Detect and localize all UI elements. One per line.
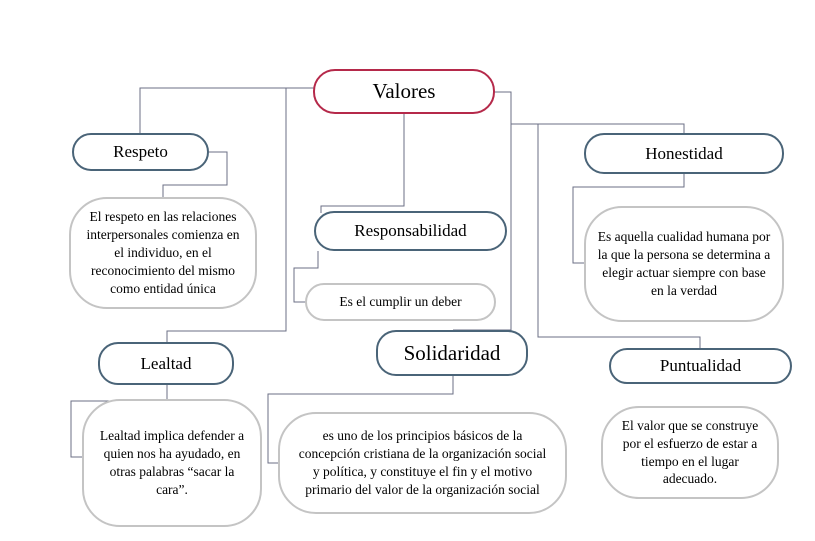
- node-solidaridad-title: Solidaridad: [403, 340, 501, 365]
- node-lealtad: [98, 342, 234, 385]
- node-respeto-description: [69, 197, 257, 309]
- node-solidaridad-description: [278, 412, 567, 514]
- node-respeto: [72, 133, 209, 171]
- node-puntualidad-title: Puntualidad: [659, 356, 742, 375]
- root-label: Valores: [372, 79, 436, 103]
- node-puntualidad: [609, 348, 792, 384]
- node-responsabilidad: [314, 211, 507, 251]
- responsabilidad-description-text: Es el cumplir un deber: [339, 294, 462, 310]
- node-lealtad-description: [82, 399, 262, 527]
- node-puntualidad-description: [601, 406, 779, 499]
- honestidad-description-text: Es aquella cualidad humana por la que la persona se determina a elegir actuar siempre con base en la verdad: [597, 229, 771, 298]
- root-node-valores: [313, 69, 495, 114]
- puntualidad-description-text: El valor que se construye por el esfuerzo de estar a tiempo en el lugar adecuado.: [621, 417, 759, 487]
- node-responsabilidad-title: Responsabilidad: [354, 221, 467, 240]
- node-solidaridad: [376, 330, 528, 376]
- node-honestidad-title: Honestidad: [645, 143, 723, 163]
- node-honestidad: [584, 133, 784, 174]
- lealtad-description-text: Lealtad implica defender a quien nos ha ayudado, en otras palabras “sacar la cara”.: [99, 428, 245, 497]
- solidaridad-description-text: es uno de los principios básicos de la concepción cristiana de la organización social y política, y constituye el fin y el motivo primario del valor de la organización social: [298, 428, 547, 497]
- node-lealtad-title: Lealtad: [140, 353, 192, 373]
- connector-root-honestidad: [511, 124, 684, 133]
- connector-root-responsabilidad: [321, 113, 404, 213]
- connector-root-respeto: [140, 88, 315, 134]
- node-responsabilidad-description: [305, 283, 496, 321]
- respeto-description-text: El respeto en las relaciones interpersonales comienza en el individuo, en el reconocimiento del mismo como entidad única: [86, 209, 240, 296]
- node-respeto-title: Respeto: [113, 142, 168, 161]
- node-honestidad-description: [584, 206, 784, 322]
